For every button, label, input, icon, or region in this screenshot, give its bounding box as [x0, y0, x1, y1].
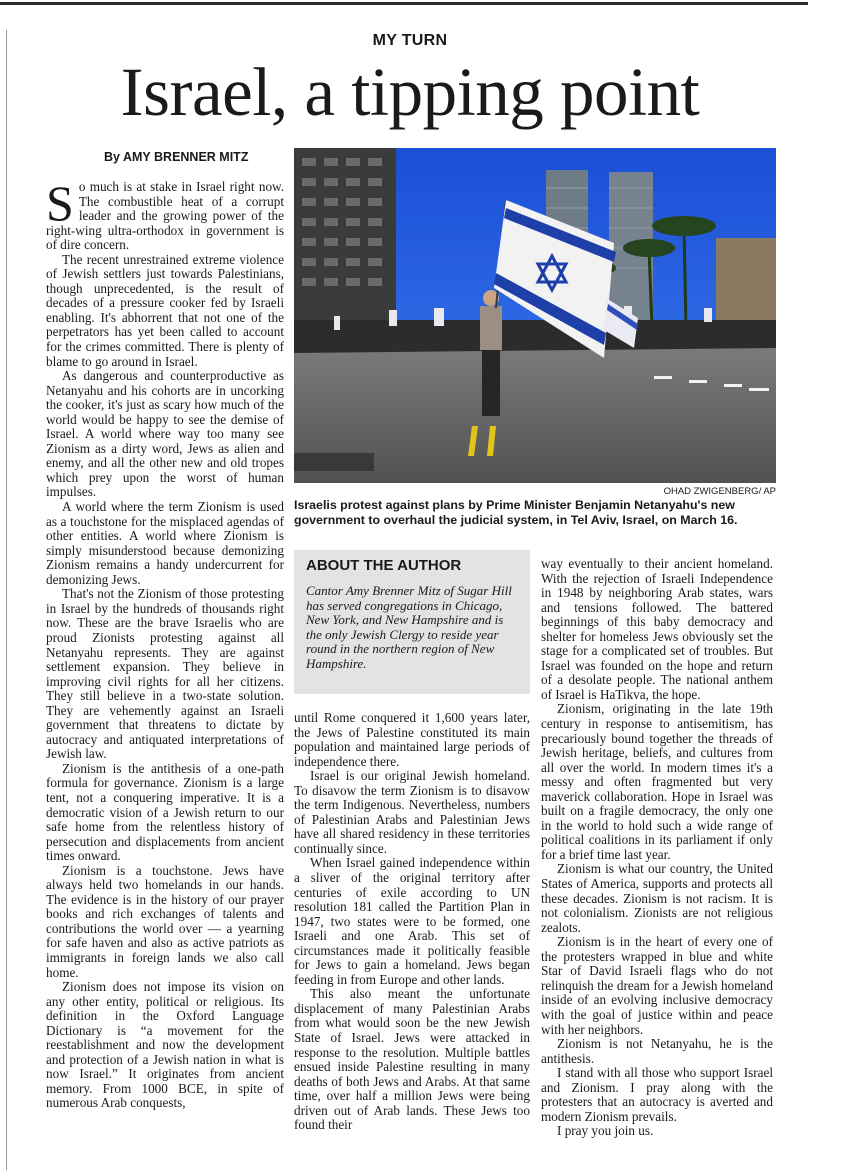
- headline: Israel, a tipping point: [120, 54, 700, 130]
- paragraph: until Rome conquered it 1,600 years later, the Jews of Palestine constituted its main population and maintained large periods of independence there.: [294, 710, 530, 769]
- about-author-text: Cantor Amy Brenner Mitz of Sugar Hill has served congregations in Chicago, New York, and New Hampshire and is the only Jewish Clergy to reside year round in the northern region of New Hampshire.: [306, 583, 512, 671]
- paragraph: As dangerous and counterproductive as Netanyahu and his cohorts are in uncorking the cooker, it's just as scary how much of the world would be happy to see the demise of Israel. A world where way too many see Zionism as a dirty word, Jews as alien and enemy, and all the other new and old tropes which prey upon the worst of human impulses.: [46, 368, 284, 500]
- paragraph: When Israel gained independence within a sliver of the original territory after centuries of exile according to UN resolution 181 called the Partition Plan in 1947, two states were to be formed, one Israeli and one Arab. This set of circumstances made it politically feasible for Jews to gain a homeland. Jews began feeding in from Europe and other lands.: [294, 855, 530, 987]
- paragraph: Zionism, originating in the late 19th century in response to antisemitism, has precariously bound together the threads of Jewish heritage, beliefs, and cultures from all over the world. In modern times it's a messy and often fragmented but very maverick collaboration. Hope in Israel was built on a fragile democracy, the only one in the world to hold such a wide range of political coalitions in its parliament if only for a brief time last year.: [541, 701, 773, 862]
- left-rule: [6, 30, 7, 1170]
- paragraph: This also meant the unfortunate displacement of many Palestinian Arabs from what would soon be the new Jewish State of Israel. Jews were attacked in response to the resolution. Multiple battles ensued inside Palestine resulting in many deaths of both Jews and Arabs. At that same time, over half a million Jews were being driven out of Arab lands. These Jews too found their: [294, 986, 530, 1133]
- paragraph: So much is at stake in Israel right now. The combustible heat of a corrupt leader and the growing power of the right-wing ultra-orthodox in government is of dire concern.: [46, 175, 284, 253]
- paragraph: Zionism is the antithesis of a one-path formula for governance. Zionism is a large tent, not a conquering imperative. It is a democratic vision of a Jewish return to our safe home from the relentless history of persecution and displacements from ancient times onward.: [46, 760, 284, 864]
- photo-credit: OHAD ZWIGENBERG/ AP: [663, 486, 776, 497]
- drop-cap: S: [46, 175, 74, 231]
- protest-photo: [294, 148, 776, 483]
- photo-caption: Israelis protest against plans by Prime Minister Benjamin Netanyahu's new government to overhaul the judicial system, in Tel Aviv, Israel, on March 16.: [294, 498, 738, 527]
- article-column-3: [541, 557, 773, 1139]
- paragraph: Zionism is not Netanyahu, he is the antithesis.: [541, 1036, 773, 1066]
- paragraph: Israel is our original Jewish homeland. To disavow the term Zionism is to disavow the term Indigenous. Nevertheless, numbers of Palestinian Arabs and Palestinian Jews have all shared residency in these territories continually since.: [294, 768, 530, 856]
- article-column-1: [46, 175, 284, 1111]
- paragraph: A world where the term Zionism is used as a touchstone for the misplaced agendas of other entities. A world where Zionism is simply misunderstood because demonizing Zionism remains a handy undercurrent for demonizing Jews.: [46, 499, 284, 587]
- about-author-title: ABOUT THE AUTHOR: [306, 557, 462, 574]
- paragraph: The recent unrestrained extreme violence of Jewish settlers just towards Palestinians, though unprecedented, is the result of decades of a pressure cooker fed by Israeli enabling. It's abhorrent that not one of the perpetrators has yet been called to account for the crimes committed. There is plenty of blame to go around in Israel.: [46, 251, 284, 369]
- paragraph: Zionism is what our country, the United States of America, supports and protects all these decades. Zionism is not racism. It is not colonialism. Zionists are not religious zealots.: [541, 861, 773, 935]
- byline: By AMY BRENNER MITZ: [104, 150, 249, 164]
- article-column-2: [294, 711, 530, 1133]
- paragraph: Zionism is a touchstone. Jews have always held two homelands in our hands. The evidence is in the history of our prayer books and rich exchanges of talents and contributions the world over — a yearning for safe haven and also as active patriots as immigrants in foreign lands we also call home.: [46, 862, 284, 980]
- paragraph: way eventually to their ancient homeland. With the rejection of Israeli Independence in 1948 by neighboring Arab states, wars and tensions followed. The battered beginnings of this baby democracy and shelter for homeless Jews obviously set the stage for a complicated set of troubles. But Israel was founded on the hope and return of a desolate people. The national anthem of Israel is HaTikva, the hope.: [541, 556, 773, 702]
- paragraph: I stand with all those who support Israel and Zionism. I pray along with the protesters that an autocracy is averted and modern Zionism prevails.: [541, 1065, 773, 1124]
- section-kicker: MY TURN: [372, 32, 448, 49]
- paragraph: Zionism does not impose its vision on any other entity, political or religious. Its definition in the Oxford Language Dictionary is “a movement for the reestablishment and now the development and protection of a Jewish nation in what is now Israel.” It originates from ancient memory. From 1000 BCE, in spite of numerous Arab conquests,: [46, 979, 284, 1111]
- paragraph: Zionism is in the heart of every one of the protesters wrapped in blue and white Star of David Israeli flags who do not relinquish the dream for a Jewish homeland inside of an evolving inclusive democracy with the goal of justice within and peace with her neighbors.: [541, 934, 773, 1037]
- top-rule: [0, 2, 808, 5]
- protest-photo-illustration: [294, 148, 776, 483]
- paragraph: That's not the Zionism of those protesting in Israel by the hundreds of thousands right now. These are the brave Israelis who are proud Zionists protesting against all Netanyahu represents. They are against settlement expansion. They believe in improving civil rights for all her citizens. They still believe in a two-state solution. They are vehemently against an Israeli government that threatens to dictate by autocracy and antiquated interpretations of Jewish law.: [46, 586, 284, 762]
- paragraph: I pray you join us.: [557, 1123, 654, 1139]
